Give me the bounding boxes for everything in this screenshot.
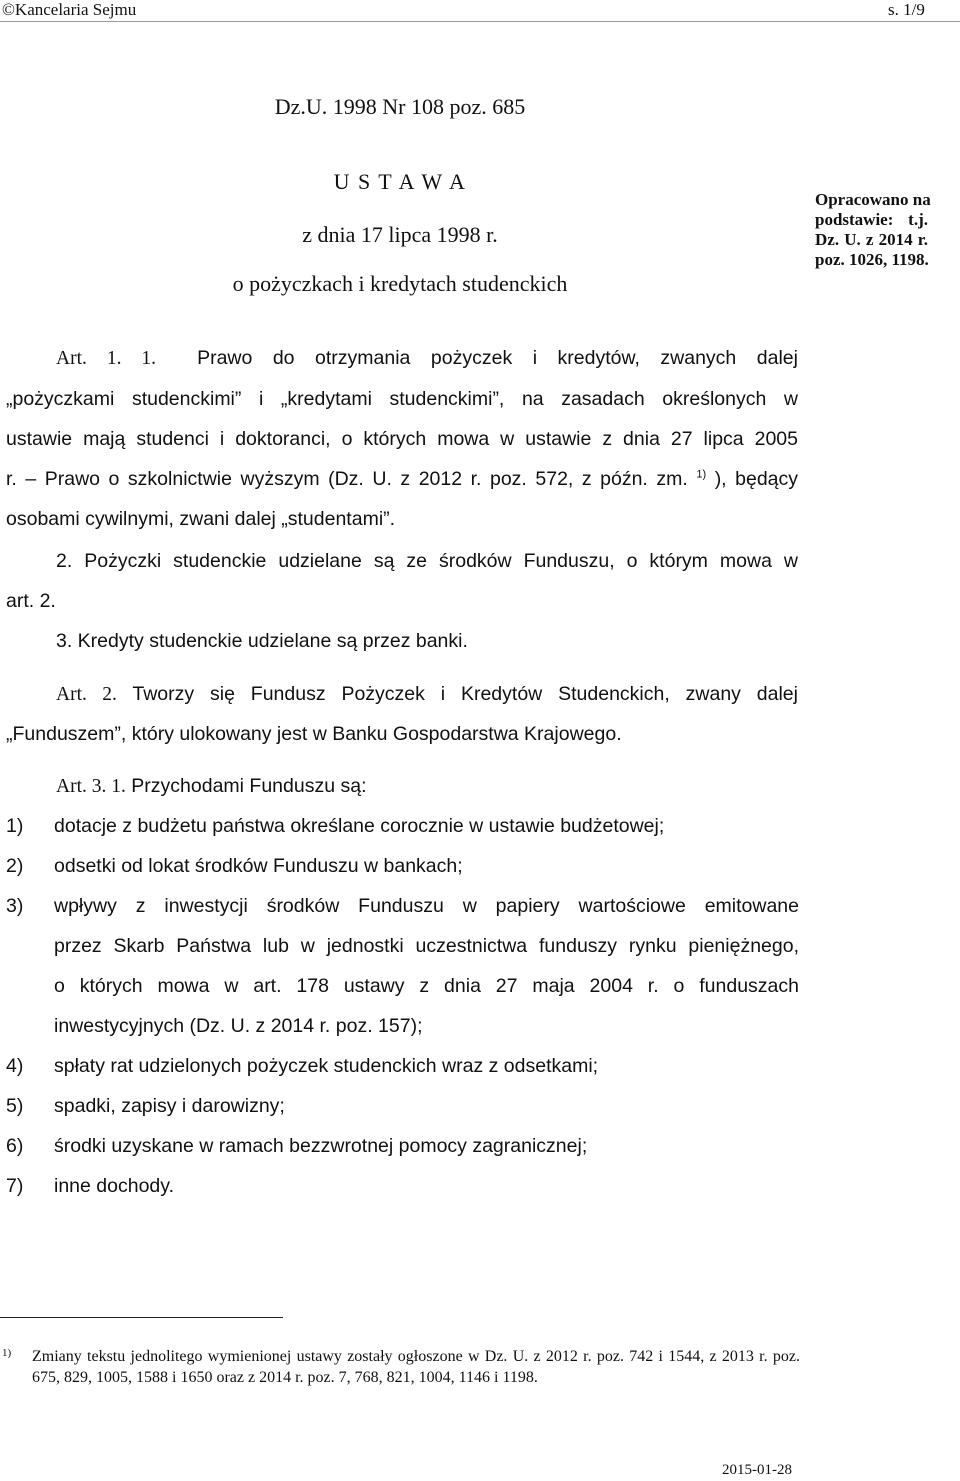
article-1-label: Art. 1. 1. — [56, 348, 157, 369]
header-source: ©Kancelaria Sejmu — [2, 0, 137, 19]
act-subject: o pożyczkach i kredytach studenckich — [232, 271, 568, 296]
footnote-marker: 1) — [2, 1347, 12, 1359]
source-note-line: poz. 1026, 1198. — [815, 250, 929, 269]
article-1-line: ustawie mają studenci i doktoranci, o których mowa w ustawie z dnia 27 lipca 2005 — [6, 428, 798, 450]
item-text: o których mowa w art. 178 ustawy z dnia 27 maja 2004 r. o funduszach — [54, 975, 799, 997]
item-text: środki uzyskane w ramach bezzwrotnej pomocy zagranicznej; — [54, 1135, 588, 1157]
act-type: U S T A W A — [333, 169, 467, 194]
source-note-line: Dz. U. z 2014 r. — [815, 230, 928, 249]
source-note — [815, 190, 931, 270]
header-divider — [0, 21, 960, 22]
article-3-intro: Art. 3. 1. Przychodami Funduszu są: — [56, 775, 367, 797]
item-text: spłaty rat udzielonych pożyczek studenckich wraz z odsetkami; — [54, 1055, 599, 1077]
item-text: spadki, zapisy i darowizny; — [54, 1095, 285, 1117]
item-text: wpływy z inwestycji środków Funduszu w papiery wartościowe emitowane — [54, 895, 799, 917]
item-number: 1) — [6, 815, 24, 837]
footnote-text: Zmiany tekstu jednolitego wymienionej ustawy zostały ogłoszone w Dz. U. z 2012 r. poz. 742 i 1544, z 2013 r. poz. 675, 829, 1005, 1588 i 1650 oraz z 2014 r. poz. 7, 768, 821, 1004, 1146 i 1198. — [32, 1348, 800, 1386]
article-1-para-2-cont: art. 2. — [6, 590, 56, 612]
item-number: 3) — [6, 895, 24, 917]
article-1-para-3: 3. Kredyty studenckie udzielane są przez banki. — [56, 630, 468, 652]
item-text: inwestycyjnych (Dz. U. z 2014 r. poz. 157); — [54, 1015, 423, 1037]
item-number: 5) — [6, 1095, 24, 1117]
article-2-line: „Funduszem”, który ulokowany jest w Banku Gospodarstwa Krajowego. — [6, 723, 622, 745]
item-text: dotacje z budżetu państwa określane corocznie w ustawie budżetowej; — [54, 815, 665, 837]
article-1-line: r. – Prawo o szkolnictwie wyższym (Dz. U. z 2012 r. poz. 572, z późn. zm. $^{1)}$ ), będący — [6, 468, 799, 490]
item-text: odsetki od lokat środków Funduszu w bankach; — [54, 855, 463, 877]
item-text: inne dochody. — [54, 1175, 174, 1197]
source-note-line: podstawie: t.j. — [815, 210, 928, 229]
article-1-para-2: 2. Pożyczki studenckie udzielane są ze środków Funduszu, o którym mowa w — [56, 550, 798, 572]
article-1-line: osobami cywilnymi, zwani dalej „studentami”. — [6, 508, 396, 530]
publication-date: 2015-01-28 — [722, 1462, 792, 1478]
article-1-line: Art. 1. 1. Prawo do otrzymania pożyczek i kredytów, zwanych dalej — [56, 347, 798, 369]
journal-reference: Dz.U. 1998 Nr 108 poz. 685 — [274, 94, 526, 119]
item-number: 7) — [6, 1175, 24, 1197]
article-1-line: „pożyczkami studenckimi” i „kredytami studenckimi”, na zasadach określonych w — [6, 388, 798, 410]
item-number: 2) — [6, 855, 24, 877]
act-date: z dnia 17 lipca 1998 r. — [302, 222, 498, 247]
item-number: 4) — [6, 1055, 24, 1077]
article-3-label: Art. 3. 1. — [56, 776, 126, 797]
footnote-divider — [0, 1317, 283, 1318]
source-note-line: Opracowano na — [815, 190, 931, 209]
page-number: s. 1/9 — [888, 0, 925, 19]
footnote-ref: 1) — [696, 468, 707, 481]
article-2-line: Art. 2. Tworzy się Fundusz Pożyczek i Kredytów Studenckich, zwany dalej — [56, 683, 798, 705]
item-text: przez Skarb Państwa lub w jednostki uczestnictwa funduszy rynku pieniężnego, — [54, 935, 799, 957]
item-number: 6) — [6, 1135, 24, 1157]
article-2-label: Art. 2. — [56, 684, 117, 705]
